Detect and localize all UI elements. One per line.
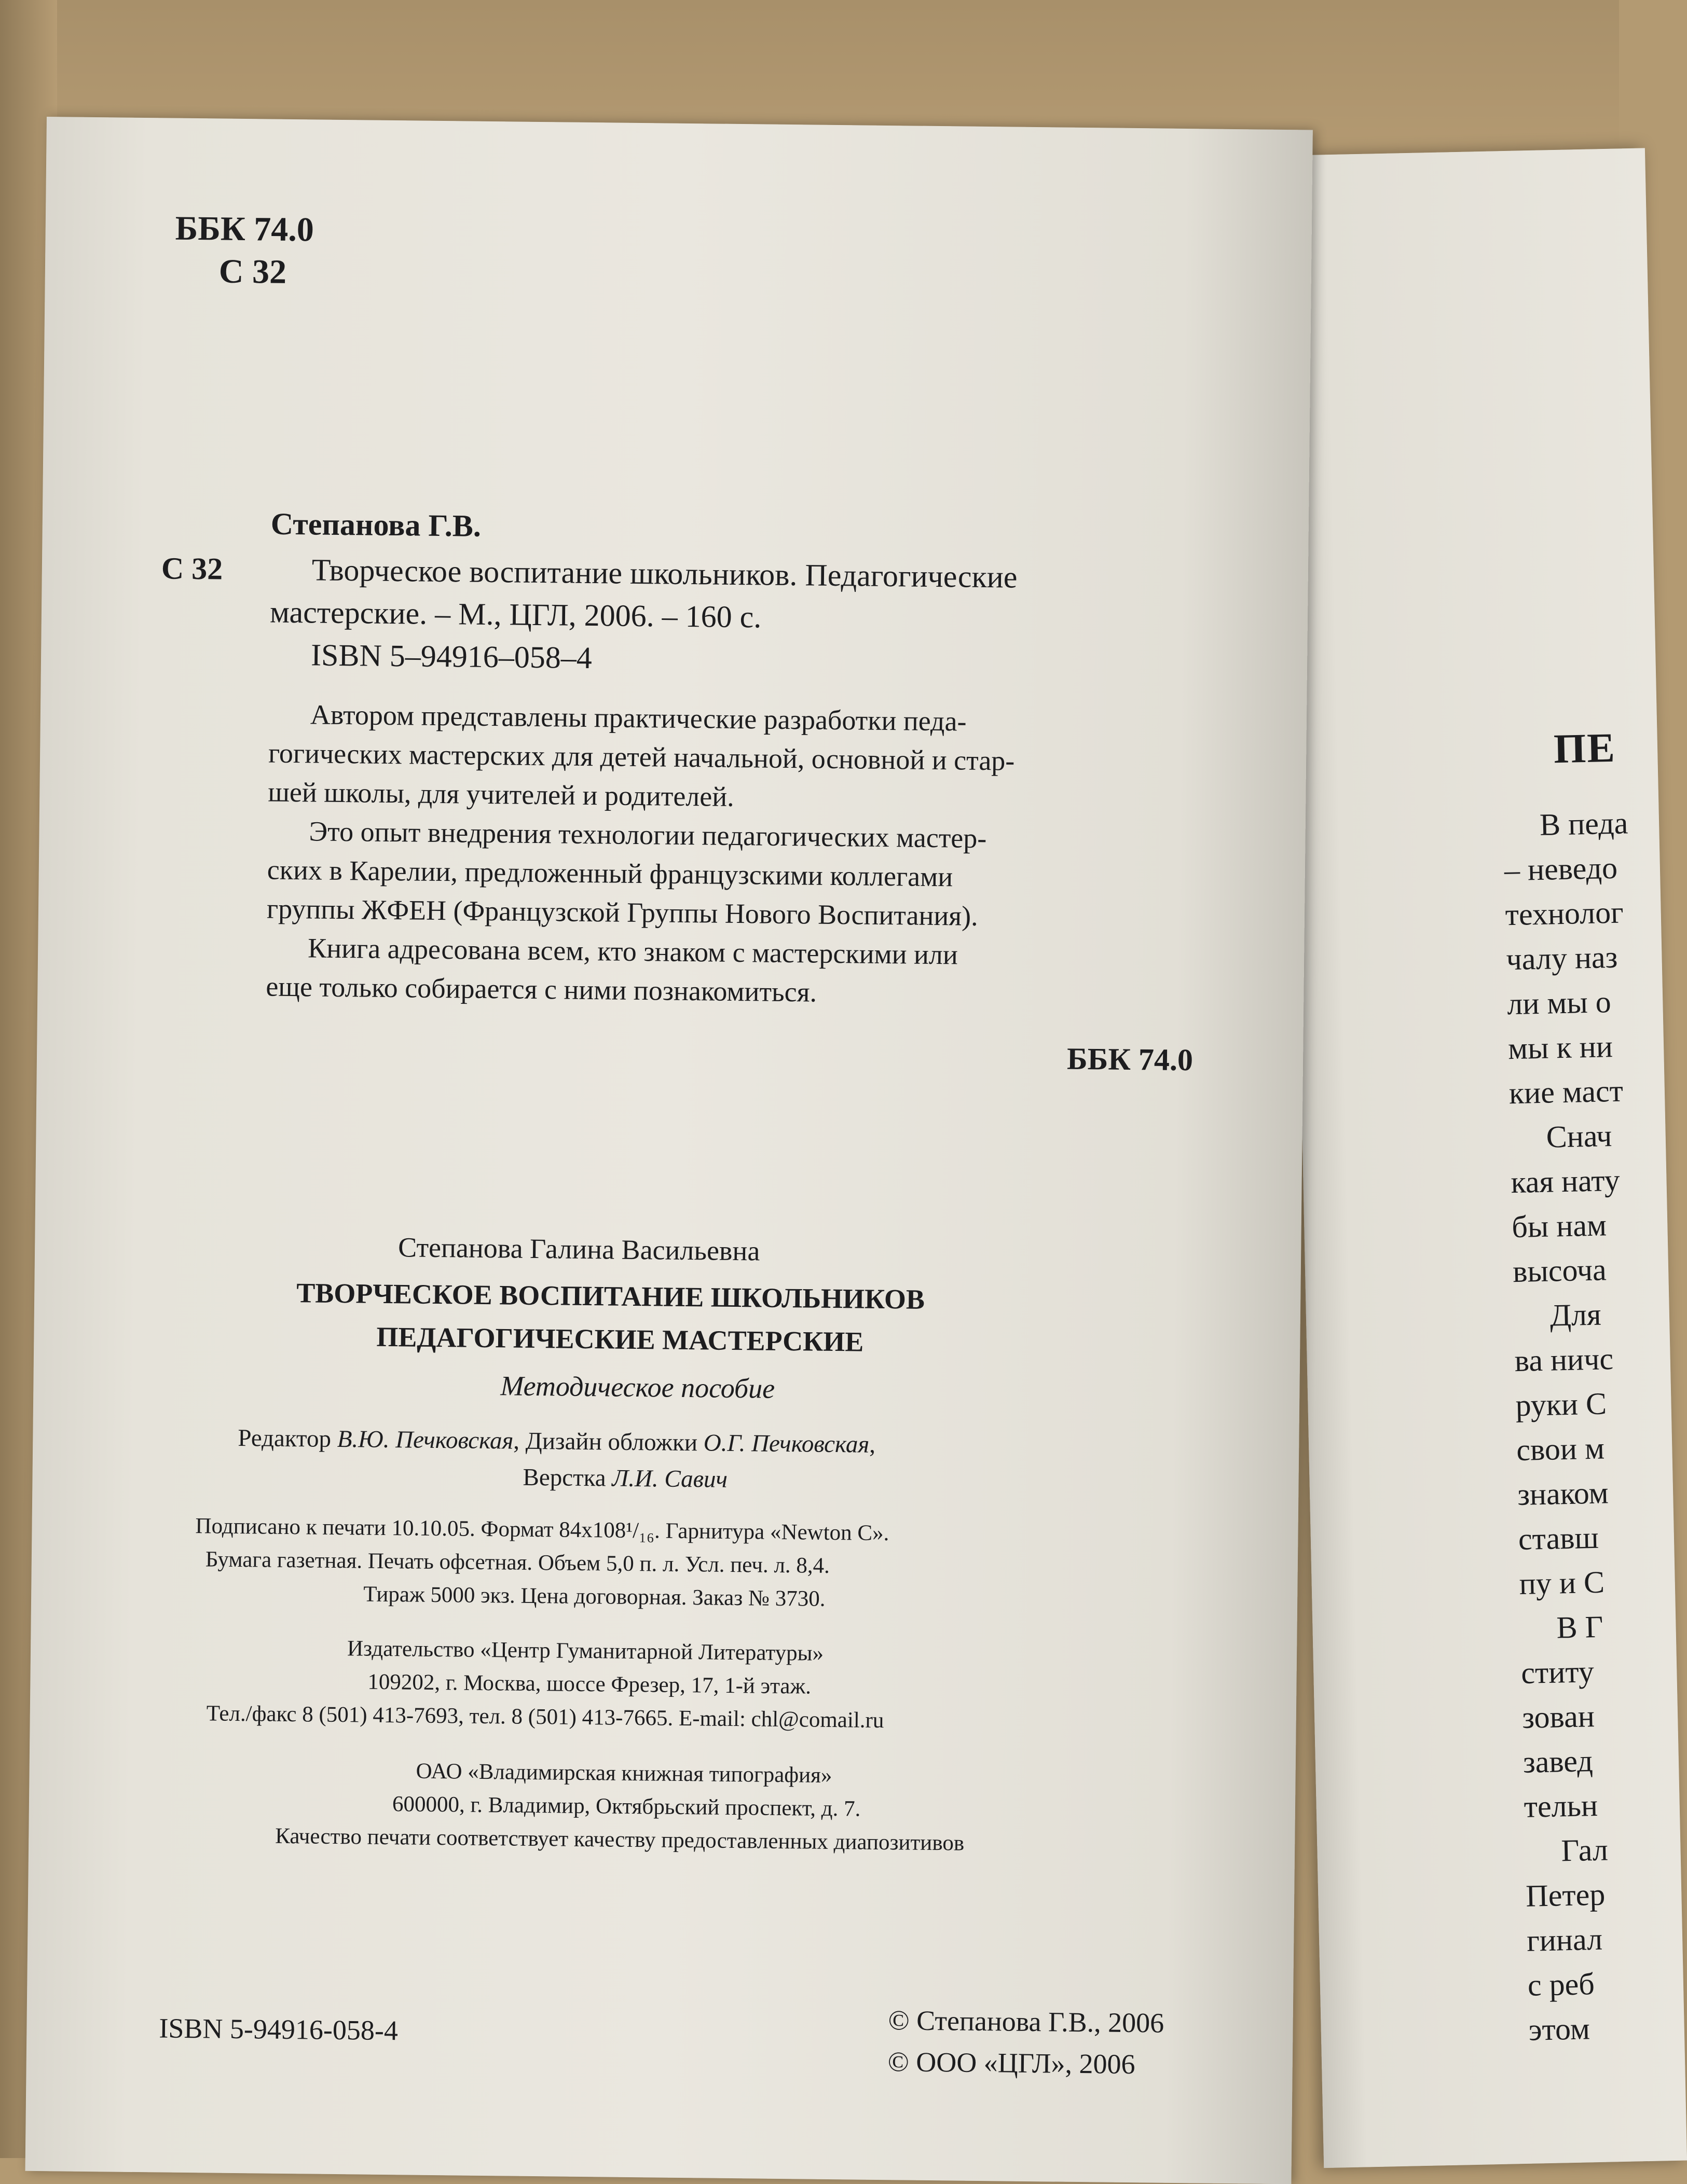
book-title: ТВОРЧЕСКОЕ ВОСПИТАНИЕ ШКОЛЬНИКОВ bbox=[296, 1277, 925, 1315]
bbk-code-bottom: ББК 74.0 bbox=[1066, 1041, 1194, 1077]
abstract-line: ских в Карелии, предложенный французскими коллегами bbox=[267, 854, 953, 893]
printer-line: Качество печати соответствует качеству предоставленных диапозитивов bbox=[275, 1823, 965, 1856]
right-page-line: технолог bbox=[1505, 895, 1624, 932]
right-page-line: – неведо bbox=[1504, 850, 1618, 888]
right-page-line: ва ничс bbox=[1514, 1342, 1614, 1378]
book-genre: Методическое пособие bbox=[500, 1370, 775, 1404]
isbn-bottom: ISBN 5-94916-058-4 bbox=[159, 2012, 399, 2047]
right-page-heading: ПЕ bbox=[1553, 725, 1616, 772]
publisher-contacts: Тел./факс 8 (501) 413-7693, тел. 8 (501) 413-7665. E-mail: chl@comail.ru bbox=[206, 1701, 884, 1733]
publisher-line: 109202, г. Москва, шоссе Фрезер, 17, 1-й этаж. bbox=[367, 1669, 812, 1699]
right-page-line: чалу наз bbox=[1505, 939, 1618, 977]
printer-line: ОАО «Владимирская книжная типография» bbox=[416, 1759, 832, 1788]
abstract-line: гогических мастерских для детей начальной, основной и стар- bbox=[268, 737, 1015, 777]
right-page-line: завед bbox=[1523, 1744, 1594, 1779]
right-page-line: кая нату bbox=[1510, 1163, 1621, 1200]
abstract-line: Книга адресована всем, кто знаком с мастерскими или bbox=[307, 932, 958, 971]
citation-line-1: Творческое воспитание школьников. Педагогические bbox=[311, 552, 1018, 595]
copyright-publisher: © ООО «ЦГЛ», 2006 bbox=[887, 2046, 1135, 2080]
publisher-line: Издательство «Центр Гуманитарной Литературы» bbox=[347, 1636, 824, 1666]
editor-name: В.Ю. Печковская bbox=[337, 1426, 514, 1455]
printer-line: 600000, г. Владимир, Октябрьский проспект, д. 7. bbox=[392, 1792, 861, 1821]
author-mark-top: С 32 bbox=[218, 252, 287, 291]
right-page-line: Гал bbox=[1560, 1832, 1609, 1868]
author-name: Степанова Г.В. bbox=[270, 506, 482, 543]
right-page-line: свои м bbox=[1516, 1431, 1605, 1468]
bbk-code-top: ББК 74.0 bbox=[175, 209, 314, 249]
right-page-line: высоча bbox=[1512, 1252, 1607, 1289]
abstract-line: еще только собирается с ними познакомиться. bbox=[266, 971, 817, 1008]
right-page-line: пу и С bbox=[1519, 1565, 1605, 1601]
print-info-line: Подписано к печати 10.10.05. Формат 84х108¹/₁₆. Гарнитура «Newton C». bbox=[195, 1514, 889, 1546]
abstract-line: Автором представлены практические разработки педа- bbox=[310, 699, 967, 737]
author-mark-side: С 32 bbox=[161, 551, 223, 586]
right-page bbox=[1282, 148, 1687, 2168]
right-page-line: Петер bbox=[1525, 1877, 1606, 1913]
right-page-line: ститу bbox=[1520, 1654, 1595, 1690]
credits-line-1: Редактор В.Ю. Печковская, Дизайн обложки О.Г. Печковская, bbox=[238, 1424, 876, 1458]
book-subtitle: ПЕДАГОГИЧЕСКИЕ МАСТЕРСКИЕ bbox=[376, 1321, 864, 1358]
abstract-line: шей школы, для учителей и родителей. bbox=[268, 776, 735, 812]
abstract-line: группы ЖФЕН (Французской Группы Нового Воспитания). bbox=[266, 893, 979, 932]
print-info-line: Бумага газетная. Печать офсетная. Объем 5,0 п. л. Усл. печ. л. 8,4. bbox=[205, 1547, 830, 1578]
right-page-line: Снач bbox=[1546, 1118, 1612, 1154]
editor-label: Редактор bbox=[238, 1424, 332, 1453]
isbn-line: ISBN 5–94916–058–4 bbox=[310, 638, 593, 675]
right-page-line: ставш bbox=[1518, 1520, 1599, 1557]
layout-label: Верстка bbox=[523, 1463, 606, 1492]
right-page-line: ли мы о bbox=[1506, 985, 1612, 1021]
right-page-line: В педа bbox=[1539, 806, 1628, 842]
credits-line-2 bbox=[523, 1463, 728, 1493]
copyright-author: © Степанова Г.В., 2006 bbox=[888, 2005, 1164, 2039]
right-page-line: этом bbox=[1528, 2011, 1590, 2047]
right-page-line: тельн bbox=[1524, 1788, 1598, 1824]
cover-name: О.Г. Печковская bbox=[703, 1429, 870, 1458]
right-page-line: зован bbox=[1521, 1699, 1595, 1735]
right-page-line: знаком bbox=[1517, 1475, 1609, 1512]
right-page-line: В Г bbox=[1556, 1609, 1603, 1645]
right-page-line: гинал bbox=[1526, 1922, 1603, 1958]
right-page-line: руки С bbox=[1515, 1386, 1607, 1423]
right-page-line: с реб bbox=[1527, 1967, 1595, 2002]
layout-name: Л.И. Савич bbox=[612, 1464, 728, 1493]
right-page-line: бы нам bbox=[1511, 1208, 1607, 1245]
abstract-line: Это опыт внедрения технологии педагогических мастер- bbox=[309, 815, 987, 854]
full-author-name: Степанова Галина Васильевна bbox=[397, 1232, 760, 1267]
print-info-line: Тираж 5000 экз. Цена договорная. Заказ № 3730. bbox=[363, 1582, 826, 1611]
cover-label: Дизайн обложки bbox=[525, 1427, 698, 1457]
citation-line-2: мастерские. – М., ЦГЛ, 2006. – 160 с. bbox=[269, 595, 762, 634]
right-page-line: Для bbox=[1549, 1297, 1602, 1333]
book-page bbox=[25, 117, 1313, 2184]
right-page-line: кие маст bbox=[1508, 1073, 1624, 1111]
right-page-line: мы к ни bbox=[1507, 1029, 1613, 1066]
